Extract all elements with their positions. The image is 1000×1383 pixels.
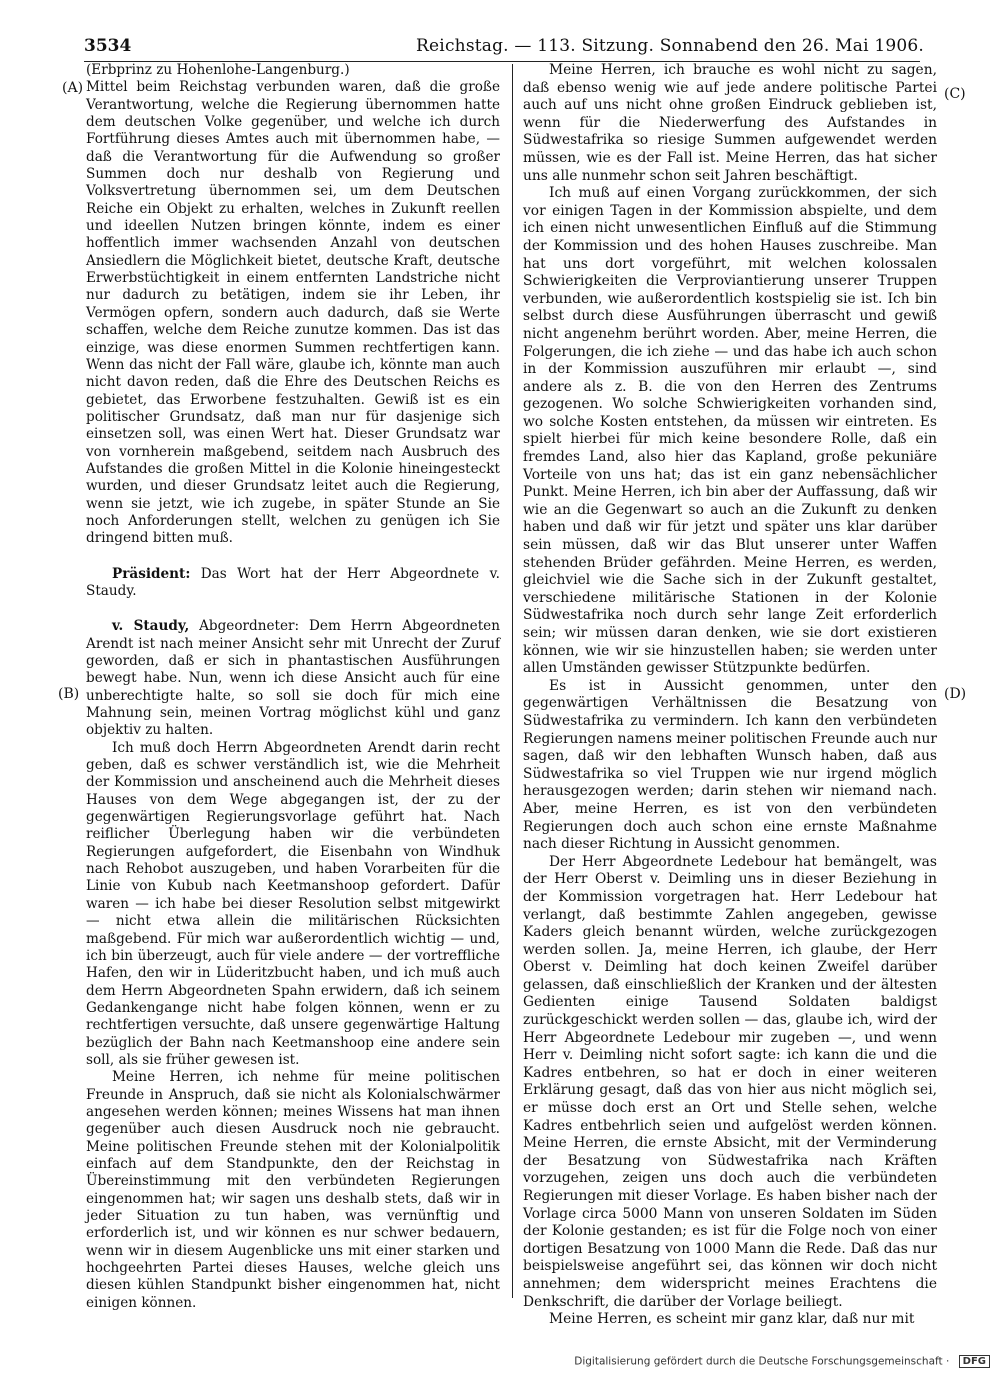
margin-mark-b: (B) bbox=[58, 686, 80, 702]
president-statement bbox=[86, 566, 500, 601]
paragraph: Meine Herren, es scheint mir ganz klar, daß nur mit bbox=[549, 1311, 915, 1328]
column-divider bbox=[512, 64, 513, 1298]
page-header bbox=[84, 36, 924, 60]
paragraph: Ich muß doch Herrn Abgeordneten Arendt darin recht geben, daß es schwer verständlich ist, wie die Mehrheit der Kommission und anscheinend auch die Mehrheit dieses Hauses von dem Wege abgegangen ist, der zu der gegenwärtigen Regierungsvorlage geführt hat. Nach reiflicher Überlegung haben wir die verbündeten Regierungen aufgefordert, die Eisenbahn von Windhuk nach Rehobot auszugeben, und haben Vorarbeiten für die Linie von Kubub nach Keetmanshoop gefordert. Dafür waren — ich habe bei dieser Resolution selbst mitgewirkt — nicht etwa allein die militärischen Rücksichten maßgebend. Für mich war außerordentlich wichtig — und, ich bin überzeugt, auch für viele andere — der vortreffliche Hafen, den wir in Lüderitzbucht haben, und ich muß auch dem Herrn Abgeordneten Spahn erwidern, daß ich seinem Gedankengange nicht habe folgen können, wenn er zu rechtfertigen versuchte, daß unsere gegenwärtige Haltung bezüglich der Bahn nach Keetmanshoop eine andere sein soll, als sie früher gewesen ist. bbox=[86, 739, 500, 1068]
page-number: 3534 bbox=[84, 36, 132, 56]
paragraph: Meine Herren, ich nehme für meine politischen Freunde in Anspruch, daß sie nicht als Kolonialschwärmer angesehen werden können; meines Wissens hat man ihnen gegenüber auch diesen Ausdruck noch nie gebraucht. Meine politischen Freunde stehen mit der Kolonialpolitik einfach auf dem Standpunkte, den der Reichstag in Übereinstimmung mit den verbündeten Regierungen eingenommen hat; wir sagen uns deshalb stets, daß wir in jeder Situation zu tun haben, was vernünftig und erforderlich ist, und wir können es nur schwer bedauern, wenn wir in diesem Augenblicke uns mit einer starken und hochgeehrten Partei dieses Hauses, welche gleich uns diesen kühlen Standpunkt bisher eingenommen hat, nicht einigen können. bbox=[86, 1069, 500, 1311]
paragraph: Der Herr Abgeordnete Ledebour hat bemängelt, was der Herr Oberst v. Deimling uns in dieser Beziehung in der Kommission vorgetragen hat. Herr Ledebour hat verlangt, daß bestimmte Zahlen angegeben, gewisse Kaders gleich benannt würden, welche zurückgezogen werden sollen. Ja, meine Herren, ich glaube, der Herr Oberst v. Deimling hat doch keinen Zweifel darüber gelassen, daß einschließlich der Kranken und der ältesten Gedienten einige Tausend Soldaten baldigst zurückgeschickt werden sollen — das, glaube ich, wird der Herr Abgeordnete Ledebour mir zugeben —, und wenn Herr v. Deimling nicht sofort sagte: ich kann die und die Kadres entbehren, so hat er doch in einer weiteren Erklärung gesagt, daß das von hier aus nicht möglich sei, er müsse doch erst an Ort und Stelle sehen, welche Kadres entbehrlich seien und aufgelöst werden können. Meine Herren, die ernste Absicht, mit der Verminderung der Besatzung von Südwestafrika nach Kräften vorzugehen, zeigen uns doch auch die verbündeten Regierungen mit dieser Vorlage. Es haben bisher nach der Vorlage circa 5000 Mann von unseren Soldaten im Süden der Kolonie gestanden; es ist für die Folge noch von einer dortigen Besatzung von 1000 Mann die Rede. Daß das nur beispielsweise angeführt sei, das können wir doch nicht annehmen; dem widerspricht meines Erachtens die Denkschrift, die darüber der Vorlage beiliegt. bbox=[523, 853, 937, 1310]
statement-text: Abgeordneter: Dem Herrn Abgeordneten Arendt ist nach meiner Ansicht sehr mit Unrecht der Zuruf geworden, daß er sich in phantastischen Ausführungen bewegt habe. Nun, wenn ich diese Ansicht auch für eine unberechtigte halte, so soll sie doch für mich eine Mahnung sein, meinen Vortrag möglichst kühl und ganz objektiv zu halten. bbox=[86, 618, 500, 739]
paragraph: Mittel beim Reichstag verbunden waren, daß die große Verantwortung, welche die Regierung übernommen hatte dem deutschen Volke gegenüber, und welche ich durch Fortführung dieses Amtes auch mit übernommen habe, — daß die Verantwortung für die Aufwendung so großer Summen doch nur deshalb von Regierung und Volksvertretung übernommen sei, um dem Deutschen Reiche ein Objekt zu erhalten, welches in Zukunft reellen und ideellen Nutzen bringen könnte, indem es einer hoffentlich immer wachsenden Anzahl von deutschen Ansiedlern die Möglichkeit bietet, deutsche Kraft, deutsche Erwerbstüchtigkeit in einem entfernten Landstriche nicht nur dadurch zu betätigen, indem sie ihr Leben, ihr Vermögen opfern, sondern auch dadurch, daß sie Werte schaffen, welche dem Reiche zunutze kommen. Das ist das einzige, was diese enormen Summen rechtfertigen kann. Wenn das nicht der Fall wäre, glaube ich, könnte man auch nicht davon reden, daß die Ehre des Deutschen Reichs es gebietet, das Erworbene festzuhalten. Gewiß ist es ein politischer Grundsatz, daß man nur für dasjenige sich einsetzen soll, was einen Wert hat. Dieser Grundsatz war von vornherein maßgebend, seitdem nach Ausbruch des Aufstandes die großen Mittel in die Kolonie hineingesteckt wurden, und dieser Grundsatz leitet auch die Regierung, wenn sie jetzt, wie ich zugebe, in später Stunde an Sie noch Anforderungen stellt, welchen zu genügen ich Sie dringend bitten muß. bbox=[86, 79, 500, 547]
right-column bbox=[523, 62, 937, 1329]
credit-text: Digitalisierung gefördert durch die Deutsche Forschungsgemeinschaft · bbox=[574, 1355, 950, 1368]
paragraph: Ich muß auf einen Vorgang zurückkommen, der sich vor einigen Tagen in der Kommission abspielte, und dem ich einen nicht unwesentlichen Einfluß auf die Stimmung der Kommission und des hohen Hauses zuschreibe. Man hat uns dort vorgeführt, mit welchen kolossalen Schwierigkeiten die Verproviantierung unserer Truppen verbunden, wie außerordentlich kostspielig sie ist. Ich bin selbst durch diese Ausführungen überrascht und gewiß nicht angenehm berührt worden. Aber, meine Herren, die Folgerungen, die ich ziehe — und das habe ich auch schon in der Kommission auszuführen mir erlaubt —, sind andere als z. B. die von den Herren des Zentrums gezogenen. Wo solche Schwierigkeiten vorhanden sind, wo solche Kosten entstehen, da müssen wir eintreten. Es spielt hierbei für mich keine besondere Rolle, daß ein fremdes Land, also hier das Kapland, große pekuniäre Vorteile von uns hat; das ist ein ganz nebensächlicher Punkt. Meine Herren, ich bin aber der Auffassung, daß wir wie an die Gegenwart so auch an die Zukunft zu denken haben und daß wir für jetzt und später uns klar darüber sein müssen, daß wir das Blut unserer unter Waffen stehenden Brüder gefährden. Meine Herren, es werden, gleichviel wie die Sache sich in der Zukunft gestaltet, verschiedene militärische Stationen in der Kolonie Südwestafrika noch durch sehr lange Zeit erforderlich sein; wir müssen daran denken, wie sie dort existieren können, wie wir sie hinzustellen haben; sie werden unter allen Umständen gewisser Stützpunkte bedürfen. bbox=[523, 185, 937, 677]
statement-text: Das Wort hat der Herr Abgeordnete v. Staudy. bbox=[86, 565, 500, 599]
paragraph: Meine Herren, ich brauche es wohl nicht zu sagen, daß ebenso wenig wie auf jede andere politische Partei auch auf uns nicht ohne großen Eindruck geblieben ist, wenn für die Niederwerfung des Aufstandes in Südwestafrika so riesige Summen aufgewendet werden müssen, wie es der Fall ist. Meine Herren, das hat sicher uns alle nunmehr schon seit Jahren beschäftigt. bbox=[523, 62, 937, 184]
header-title: Reichstag. — 113. Sitzung. Sonnabend den 26. Mai 1906. bbox=[416, 36, 924, 56]
speaker-reference: (Erbprinz zu Hohenlohe-Langenburg.) bbox=[86, 62, 350, 78]
margin-mark-a: (A) bbox=[62, 80, 84, 96]
paragraph: Es ist in Aussicht genommen, unter den gegenwärtigen Verhältnissen die Besatzung von Südwestafrika zu vermindern. Ich kann den verbündeten Regierungen namens meiner politischen Freunde auch nur sagen, daß wir den lebhaften Wunsch haben, daß aus Südwestafrika so viel Truppen wie nur irgend möglich herausgezogen werden; darin stehen wir niemand nach. Aber, meine Herren, es ist von den verbündeten Regierungen doch auch schon eine ernste Maßnahme nach dieser Richtung in Aussicht genommen. bbox=[523, 677, 938, 853]
left-column bbox=[86, 62, 500, 1312]
margin-mark-d: (D) bbox=[944, 686, 967, 702]
speaker-label: v. Staudy, bbox=[112, 618, 190, 635]
margin-mark-c: (C) bbox=[944, 86, 966, 102]
dfg-logo: DFG bbox=[959, 1355, 990, 1368]
speaker-statement bbox=[86, 618, 500, 739]
digitization-credit bbox=[574, 1355, 990, 1368]
speaker-label: Präsident: bbox=[112, 565, 191, 582]
